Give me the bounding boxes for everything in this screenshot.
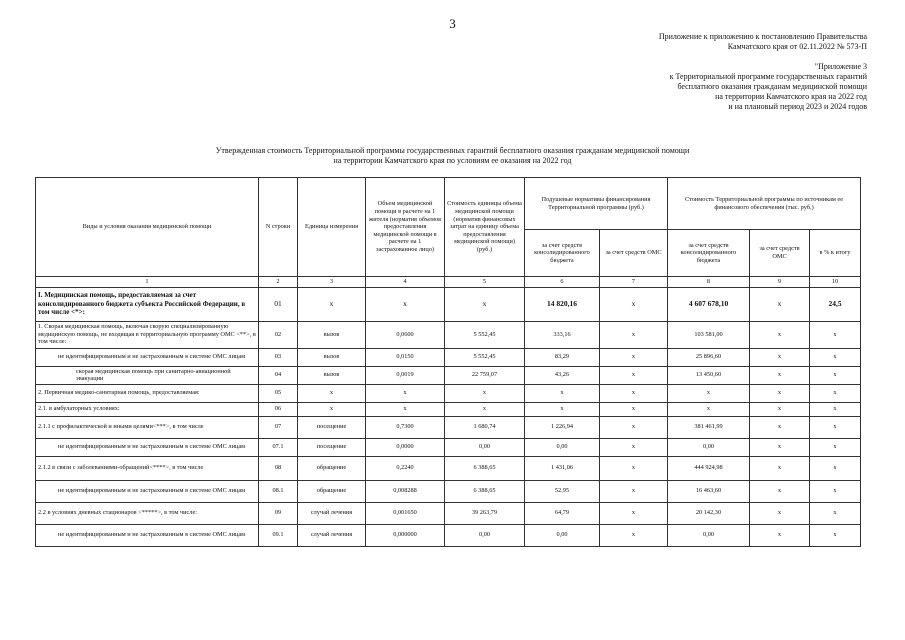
cell-unit: вызов [298,348,366,366]
cell-no: 09 [259,502,298,524]
column-number: 9 [750,277,810,288]
cell-unit: вызов [298,366,366,384]
cell-b2: 381 461,99 [668,416,750,438]
cell-unit: посещение [298,416,366,438]
cell-vol: х [366,402,445,416]
cell-o2: х [750,416,810,438]
row-label: 1. Скорая медицинская помощь, включая скорую специализированную медицинскую помощь, не входящая в территориальную программу ОМС <**>, в том числе: [36,321,259,348]
table-row [36,348,861,366]
cell-unit: х [298,402,366,416]
row-label: не идентифицированным и не застрахованным в системе ОМС лицам [36,438,259,456]
row-label: скорая медицинская помощь при санитарно-авиационной эвакуации [36,366,259,384]
table-row [36,524,861,546]
cell-b2: 13 450,60 [668,366,750,384]
cell-unit: посещение [298,438,366,456]
header-budget-2: за счет средств консолидированного бюджета [668,230,750,277]
annex-header-line: Камчатского края от 02.11.2022 № 573-П [727,42,867,51]
cell-vol: 0,0150 [366,348,445,366]
cell-vol: 0,0600 [366,321,445,348]
cell-o2: х [750,456,810,480]
cell-unit: обращение [298,456,366,480]
row-label: I. Медицинская помощь, предоставляемая за счет консолидированного бюджета субъекта Российской Федерации, в том числе <*>: [36,287,259,321]
cell-no: 07.1 [259,438,298,456]
header-row-number: N строки [259,178,298,277]
cell-o2: х [750,402,810,416]
cell-b2: 20 142,30 [668,502,750,524]
document-title [120,146,785,166]
cell-b: 52,95 [525,480,600,502]
cell-b2: 444 924,98 [668,456,750,480]
table-row [36,456,861,480]
cell-pct: х [810,321,861,348]
cell-no: 05 [259,384,298,402]
cell-no: 08 [259,456,298,480]
column-number: 1 [36,277,259,288]
cell-o2: х [750,480,810,502]
cell-b: х [525,402,600,416]
cell-unit: х [298,384,366,402]
column-number: 5 [445,277,525,288]
row-label: не идентифицированным и не застрахованным в системе ОМС лицам [36,480,259,502]
column-number: 7 [600,277,668,288]
cell-o2: х [750,366,810,384]
cell-cost: 6 388,65 [445,456,525,480]
cell-cost: х [445,402,525,416]
cell-vol: х [366,384,445,402]
annex-header [507,32,867,112]
cell-b: 333,16 [525,321,600,348]
cell-pct: х [810,502,861,524]
header-volume: Объем медицинской помощи в расчете на 1 жителя (норматив объемов предоставления медицинской помощи в расчете на 1 застрахованное лицо) [366,178,445,277]
page-number: 3 [449,16,456,31]
annex-header-line: и на плановый период 2023 и 2024 годов [728,102,867,111]
table-row [36,480,861,502]
cell-b: 83,29 [525,348,600,366]
column-number: 8 [668,277,750,288]
cell-o: х [600,348,668,366]
cell-o: х [600,438,668,456]
cell-b2: 0,00 [668,438,750,456]
cell-o2: х [750,287,810,321]
cell-b: 64,79 [525,502,600,524]
cell-cost: 6 388,65 [445,480,525,502]
cell-pct: х [810,480,861,502]
cell-o2: х [750,524,810,546]
cell-vol: 0,000000 [366,524,445,546]
cell-unit: вызов [298,321,366,348]
header-budget: за счет средств консолидированного бюджета [525,230,600,277]
table-row [36,502,861,524]
cell-no: 01 [259,287,298,321]
cell-b: 43,26 [525,366,600,384]
cell-no: 08.1 [259,480,298,502]
document-title-line: на территории Камчатского края по условиям ее оказания на 2022 год [333,156,572,165]
header-per-capita: Подушевые нормативы финансирования Территориальной программы (руб.) [525,178,668,230]
cell-vol: 0,7300 [366,416,445,438]
row-label: 2. Первичная медико-санитарная помощь, предоставляемая: [36,384,259,402]
row-label: не идентифицированным и не застрахованным в системе ОМС лицам [36,348,259,366]
column-number-row [36,277,861,288]
cell-b2: х [668,402,750,416]
column-number: 2 [259,277,298,288]
annex-header-line: на территории Камчатского края на 2022 год [715,92,867,101]
cell-o2: х [750,438,810,456]
cell-no: 02 [259,321,298,348]
cell-pct: х [810,402,861,416]
cell-vol: 0,0019 [366,366,445,384]
header-program-cost: Стоимость Территориальной программы по источникам ее финансового обеспечения (тыс. руб.) [668,178,861,230]
cell-pct: х [810,348,861,366]
column-number: 6 [525,277,600,288]
header-oms: за счет средств ОМС [600,230,668,277]
row-label: 2.1.1 с профилактической и иными целями<***>, в том числе [36,416,259,438]
cell-o: х [600,366,668,384]
cell-b: 0,00 [525,524,600,546]
table-row [36,416,861,438]
cell-o2: х [750,321,810,348]
cell-cost: х [445,384,525,402]
cell-o: х [600,524,668,546]
cell-b2: 103 581,00 [668,321,750,348]
cell-cost: 5 552,45 [445,321,525,348]
cell-pct: х [810,416,861,438]
cell-cost: 39 263,79 [445,502,525,524]
cell-pct: х [810,524,861,546]
cell-o: х [600,456,668,480]
cell-b: 1 431,06 [525,456,600,480]
cell-cost: 0,00 [445,524,525,546]
column-number: 10 [810,277,861,288]
row-label: не идентифицированным и не застрахованным в системе ОМС лицам [36,524,259,546]
cell-o2: х [750,502,810,524]
cell-cost: 5 552,45 [445,348,525,366]
cell-b: 1 226,94 [525,416,600,438]
cell-o2: х [750,348,810,366]
cell-cost: 0,00 [445,438,525,456]
cell-cost: 22 759,07 [445,366,525,384]
cell-o: х [600,416,668,438]
cell-vol: 0,008288 [366,480,445,502]
cell-no: 09.1 [259,524,298,546]
cell-no: 04 [259,366,298,384]
table-body [36,287,861,546]
cell-cost: х [445,287,525,321]
cell-o: х [600,384,668,402]
header-kinds: Виды и условия оказания медицинской помощи [36,178,259,277]
cell-b: 0,00 [525,438,600,456]
cell-vol: 0,2240 [366,456,445,480]
cell-pct: 24,5 [810,287,861,321]
cell-unit: случай лечения [298,524,366,546]
table-row [36,384,861,402]
header-unit: Единица измерения [298,178,366,277]
annex-header-line: "Приложение 3 [814,62,867,71]
annex-header-line: Приложение к приложению к постановлению Правительства [658,32,867,41]
cell-b2: 25 896,60 [668,348,750,366]
cell-o2: х [750,384,810,402]
table-row [36,321,861,348]
cost-table [35,177,861,547]
cell-pct: х [810,366,861,384]
header-percent: в % к итогу [810,230,861,277]
cell-o: х [600,287,668,321]
cell-o: х [600,480,668,502]
annex-header-line: бесплатного оказания гражданам медицинской помощи [677,82,867,91]
cell-b2: 4 607 678,10 [668,287,750,321]
column-number: 4 [366,277,445,288]
header-unit-cost: Стоимость единицы объема медицинской помощи (норматив финансовых затрат на единицу объема предоставления медицинской помощи) (руб.) [445,178,525,277]
cell-vol: 0,0000 [366,438,445,456]
table-row [36,366,861,384]
cell-o: х [600,402,668,416]
cell-no: 03 [259,348,298,366]
table-row [36,287,861,321]
annex-header-line: к Территориальной программе государственных гарантий [669,72,867,81]
cell-o: х [600,321,668,348]
cell-b: 14 820,16 [525,287,600,321]
cell-pct: х [810,438,861,456]
document-title-line: Утвержденная стоимость Территориальной программы государственных гарантий бесплатного оказания гражданам медицинской помощи [215,146,690,155]
cell-b: х [525,384,600,402]
cell-o: х [600,502,668,524]
cell-b2: х [668,384,750,402]
row-label: 2.1. в амбулаторных условиях: [36,402,259,416]
cell-unit: обращение [298,480,366,502]
table-row [36,438,861,456]
row-label: 2.1.2 в связи с заболеваниями-обращений<****>, в том числе [36,456,259,480]
cell-vol: х [366,287,445,321]
cell-unit: случай лечения [298,502,366,524]
cell-no: 07 [259,416,298,438]
cell-unit: х [298,287,366,321]
header-oms-2: за счет средств ОМС [750,230,810,277]
cell-vol: 0,001650 [366,502,445,524]
cell-b2: 16 463,60 [668,480,750,502]
column-number: 3 [298,277,366,288]
cell-no: 06 [259,402,298,416]
cell-cost: 1 680,74 [445,416,525,438]
cell-b2: 0,00 [668,524,750,546]
row-label: 2.2 в условиях дневных стационаров <*****>, в том числе: [36,502,259,524]
cell-pct: х [810,384,861,402]
table-row [36,402,861,416]
cell-pct: х [810,456,861,480]
